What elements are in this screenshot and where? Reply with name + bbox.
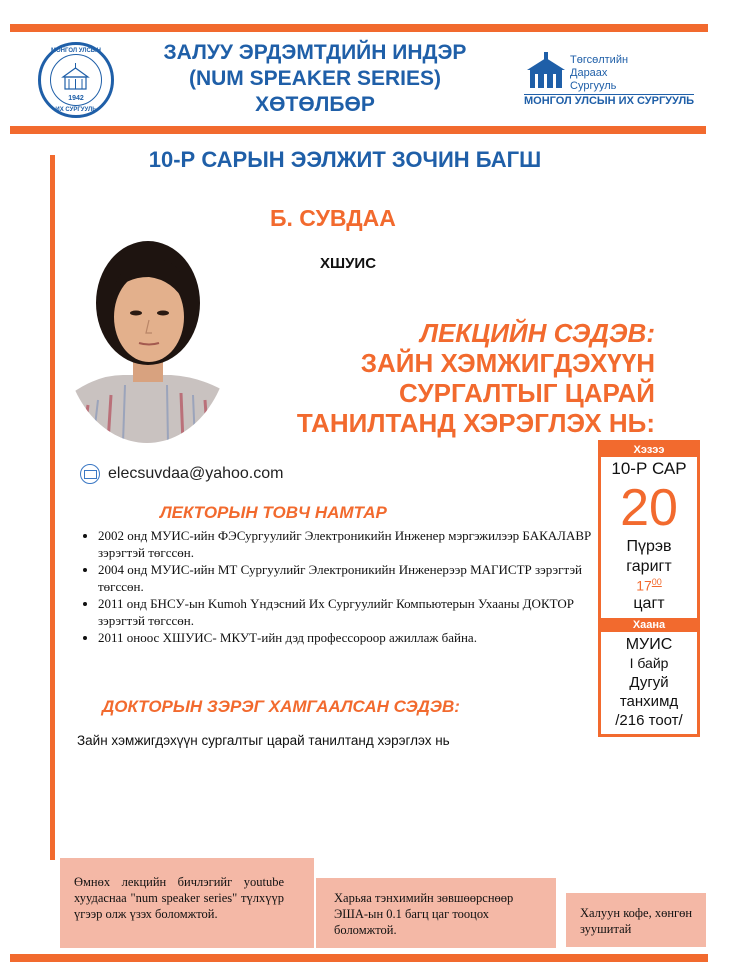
left-accent-line [50,155,55,860]
seal-year: 1942 [68,95,84,102]
logo-line-2: Дараах [570,67,608,79]
thesis-text: Зайн хэмжигдэхүүн сургалтыг царай танилтанд хэрэглэх нь [77,733,450,748]
bio-item: • 2011 оноос ХШУИС- МКУТ-ийн дэд профессороор ажиллаж байна. [98,630,608,647]
program-title-line-1: ЗАЛУУ ЭРДЭМТДИЙН ИНДЭР [163,41,467,64]
event-month: 10-Р САР [611,459,687,478]
note-credit: Харьяа тэнхимийн зөвшөөрснөөр ЭША-ын 0.1 багц цаг тооцох боломжтой. [334,891,514,937]
subtitle: 10-Р САРЫН ЭЭЛЖИТ ЗОЧИН БАГШ [148,147,542,172]
event-minutes: 00 [651,577,662,587]
speaker-name: Б. СУВДАА [270,205,396,231]
program-title-line-3: ХӨТӨЛБӨР [255,93,375,116]
note-coffee: Халуун кофе, хөнгөн зуушитай [580,906,693,936]
note-box-coffee [566,893,706,947]
speaker-institution: ХШУИС [320,255,377,272]
where-line-1: МУИС [625,635,673,653]
event-tsagt: цагт [633,594,665,612]
where-label: Хаана [601,618,697,632]
portrait-illustration [63,225,231,443]
where-line-4: танхимд [619,692,679,710]
lecture-topic-line-2: СУРГАЛТЫГ ЦАРАЙ [399,378,655,408]
when-label: Хэзээ [601,443,697,457]
logo-line-3: Сургууль [570,80,617,92]
program-title [150,40,480,118]
event-hour: 17 [636,577,652,594]
logo-line-1: Төгсөлтийн [570,54,629,66]
header-divider [10,126,706,134]
speaker-email[interactable]: elecsuvdaa@yahoo.com [108,465,284,483]
event-weekday: Пүрэв [626,538,672,555]
bio-item: • 2002 онд МУИС-ийн ФЭСургуулийг Электроникийн Инженер мэргэжилээр БАКАЛАВР зэрэгтэй төгссөн. [98,528,608,561]
event-garigt: гаригт [626,558,672,575]
graduate-school-logo [524,52,694,110]
bio-item: • 2011 онд БНСУ-ын Kumoh Үндэсний Их Сургуулийг Компьютерын Ухааны ДОКТОР зэрэгтэй төгссөн. [98,596,608,629]
lecture-label: ЛЕКЦИЙН СЭДЭВ: [420,318,655,348]
mail-icon [80,464,100,484]
where-line-3: Дугуй [629,673,669,691]
seal-text-bottom: ИХ СУРГУУЛЬ [55,107,97,113]
seal-text-top: МОНГОЛ УЛСЫН [51,48,101,54]
email-row [80,464,283,484]
speaker-photo [63,225,231,443]
bio-list [78,528,608,648]
event-day: 20 [620,479,678,537]
event-info-box [598,440,700,737]
note-youtube: Өмнөх лекцийн бичлэгийг youtube хуудаснаа "num speaker series" түлхүүр үгээр олж үзэх боломжтой. [74,875,284,921]
university-seal-icon [38,42,114,118]
top-border [10,24,708,32]
program-title-line-2: (NUM SPEAKER SERIES) [188,67,442,90]
thesis-heading: ДОКТОРЫН ЗЭРЭГ ХАМГААЛСАН СЭДЭВ: [102,697,460,716]
where-line-5: /216 тоот/ [615,711,683,729]
lecture-topic-line-1: ЗАЙН ХЭМЖИГДЭХҮҮН [360,348,655,378]
logo-caption: МОНГОЛ УЛСЫН ИХ СУРГУУЛЬ [524,95,695,107]
bio-heading: ЛЕКТОРЫН ТОВЧ НАМТАР [160,503,387,522]
note-box-credit [316,878,556,948]
bottom-border [10,954,708,962]
bio-item: • 2004 онд МУИС-ийн МТ Сургуулийг Электроникийн Инженерээр МАГИСТР зэрэгтэй төгссөн. [98,562,608,595]
note-box-youtube [60,858,314,948]
graduate-school-building-icon [524,52,568,92]
lecture-topic-line-3: ТАНИЛТАНД ХЭРЭГЛЭХ НЬ: [296,408,655,438]
where-line-2: I байр [629,654,669,671]
event-time [601,577,697,594]
